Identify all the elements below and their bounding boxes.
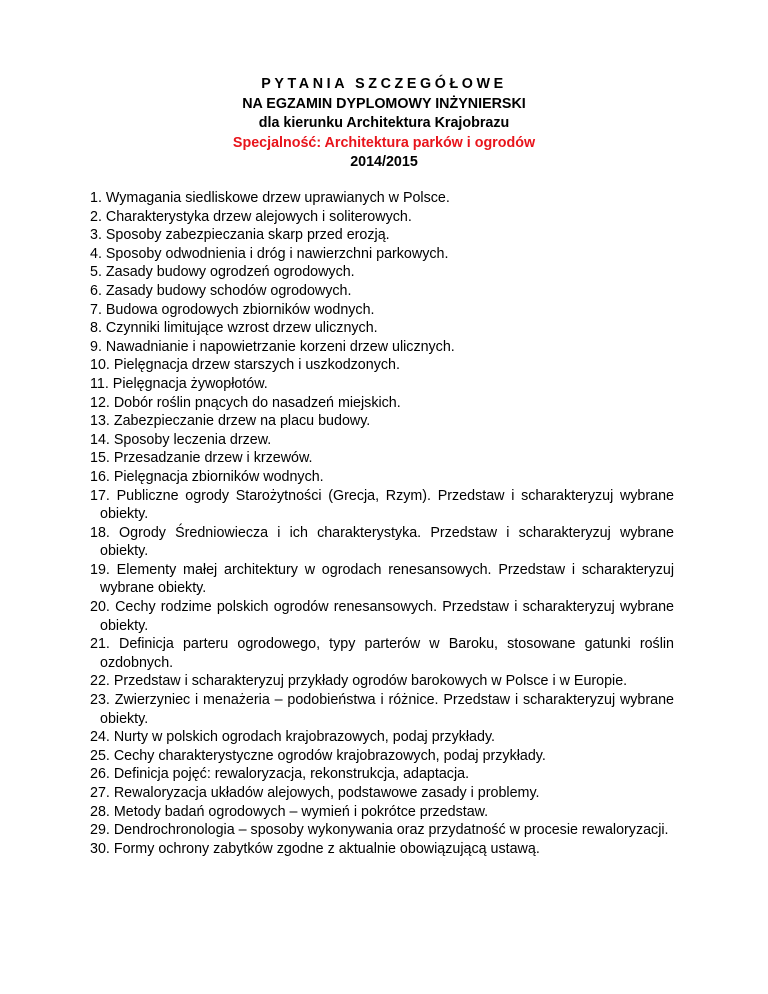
question-item: 9. Nawadnianie i napowietrzanie korzeni drzew ulicznych. <box>90 338 455 355</box>
question-item: 15. Przesadzanie drzew i krzewów. <box>90 450 313 467</box>
question-item: 7. Budowa ogrodowych zbiorników wodnych. <box>90 301 375 318</box>
question-item: 21. Definicja parteru ogrodowego, typy parterów w Baroku, stosowane gatunki roślin ozdobnych. <box>90 636 674 671</box>
question-item: 27. Rewaloryzacja układów alejowych, podstawowe zasady i problemy. <box>90 785 540 801</box>
question-item: 18. Ogrody Średniowiecza i ich charakterystyka. Przedstaw i scharakteryzuj wybrane obiekty. <box>90 524 674 560</box>
question-item: 1. Wymagania siedliskowe drzew uprawianych w Polsce. <box>90 190 450 206</box>
question-item: 5. Zasady budowy ogrodzeń ogrodowych. <box>90 264 355 281</box>
header-specialization: Specjalność: Architektura parków i ogrodów <box>232 134 536 151</box>
question-item: 24. Nurty w polskich ogrodach krajobrazowych, podaj przykłady. <box>90 729 496 746</box>
question-item: 29. Dendrochronologia – sposoby wykonywania oraz przydatność w procesie rewaloryzacji. <box>90 822 669 839</box>
question-item: 6. Zasady budowy schodów ogrodowych. <box>90 282 352 299</box>
question-item: 16. Pielęgnacja zbiorników wodnych. <box>90 468 324 485</box>
header-title: PYTANIA SZCZEGÓŁOWE <box>261 76 507 92</box>
header-field-of-study: dla kierunku Architektura Krajobrazu <box>258 115 510 131</box>
question-item: 13. Zabezpieczanie drzew na placu budowy. <box>90 413 371 430</box>
question-item: 25. Cechy charakterystyczne ogrodów krajobrazowych, podaj przykłady. <box>90 747 546 764</box>
question-item: 23. Zwierzyniec i menażeria – podobieństwa i różnice. Przedstaw i scharakteryzuj wybrane obiekty. <box>90 692 674 727</box>
question-item: 2. Charakterystyka drzew alejowych i soliterowych. <box>90 208 412 225</box>
questions-list <box>90 189 674 858</box>
question-item: 26. Definicja pojęć: rewaloryzacja, rekonstrukcja, adaptacja. <box>90 766 470 783</box>
question-item: 12. Dobór roślin pnących do nasadzeń miejskich. <box>90 394 401 411</box>
question-item: 17. Publiczne ogrody Starożytności (Grecja, Rzym). Przedstaw i scharakteryzuj wybrane obiekty. <box>90 487 674 523</box>
question-item: 30. Formy ochrony zabytków zgodne z aktualnie obowiązującą ustawą. <box>90 840 540 857</box>
question-item: 20. Cechy rodzime polskich ogrodów renesansowych. Przedstaw i scharakteryzuj wybrane obiekty. <box>90 599 674 634</box>
question-item: 8. Czynniki limitujące wzrost drzew ulicznych. <box>90 320 378 337</box>
question-item: 10. Pielęgnacja drzew starszych i uszkodzonych. <box>90 357 400 374</box>
question-item: 4. Sposoby odwodnienia i dróg i nawierzchni parkowych. <box>90 245 449 262</box>
header-exam-type: NA EGZAMIN DYPLOMOWY INŻYNIERSKI <box>242 95 526 112</box>
question-item: 19. Elementy małej architektury w ogrodach renesansowych. Przedstaw i scharakteryzuj wybrane obiekty. <box>90 561 674 597</box>
question-item: 11. Pielęgnacja żywopłotów. <box>90 375 268 392</box>
document-header <box>0 75 768 173</box>
question-item: 28. Metody badań ogrodowych – wymień i pokrótce przedstaw. <box>90 803 489 820</box>
header-academic-year: 2014/2015 <box>350 154 418 170</box>
question-item: 14. Sposoby leczenia drzew. <box>90 431 272 448</box>
question-item: 22. Przedstaw i scharakteryzuj przykłady ogrodów barokowych w Polsce i w Europie. <box>90 673 628 690</box>
question-item: 3. Sposoby zabezpieczania skarp przed erozją. <box>90 227 390 244</box>
